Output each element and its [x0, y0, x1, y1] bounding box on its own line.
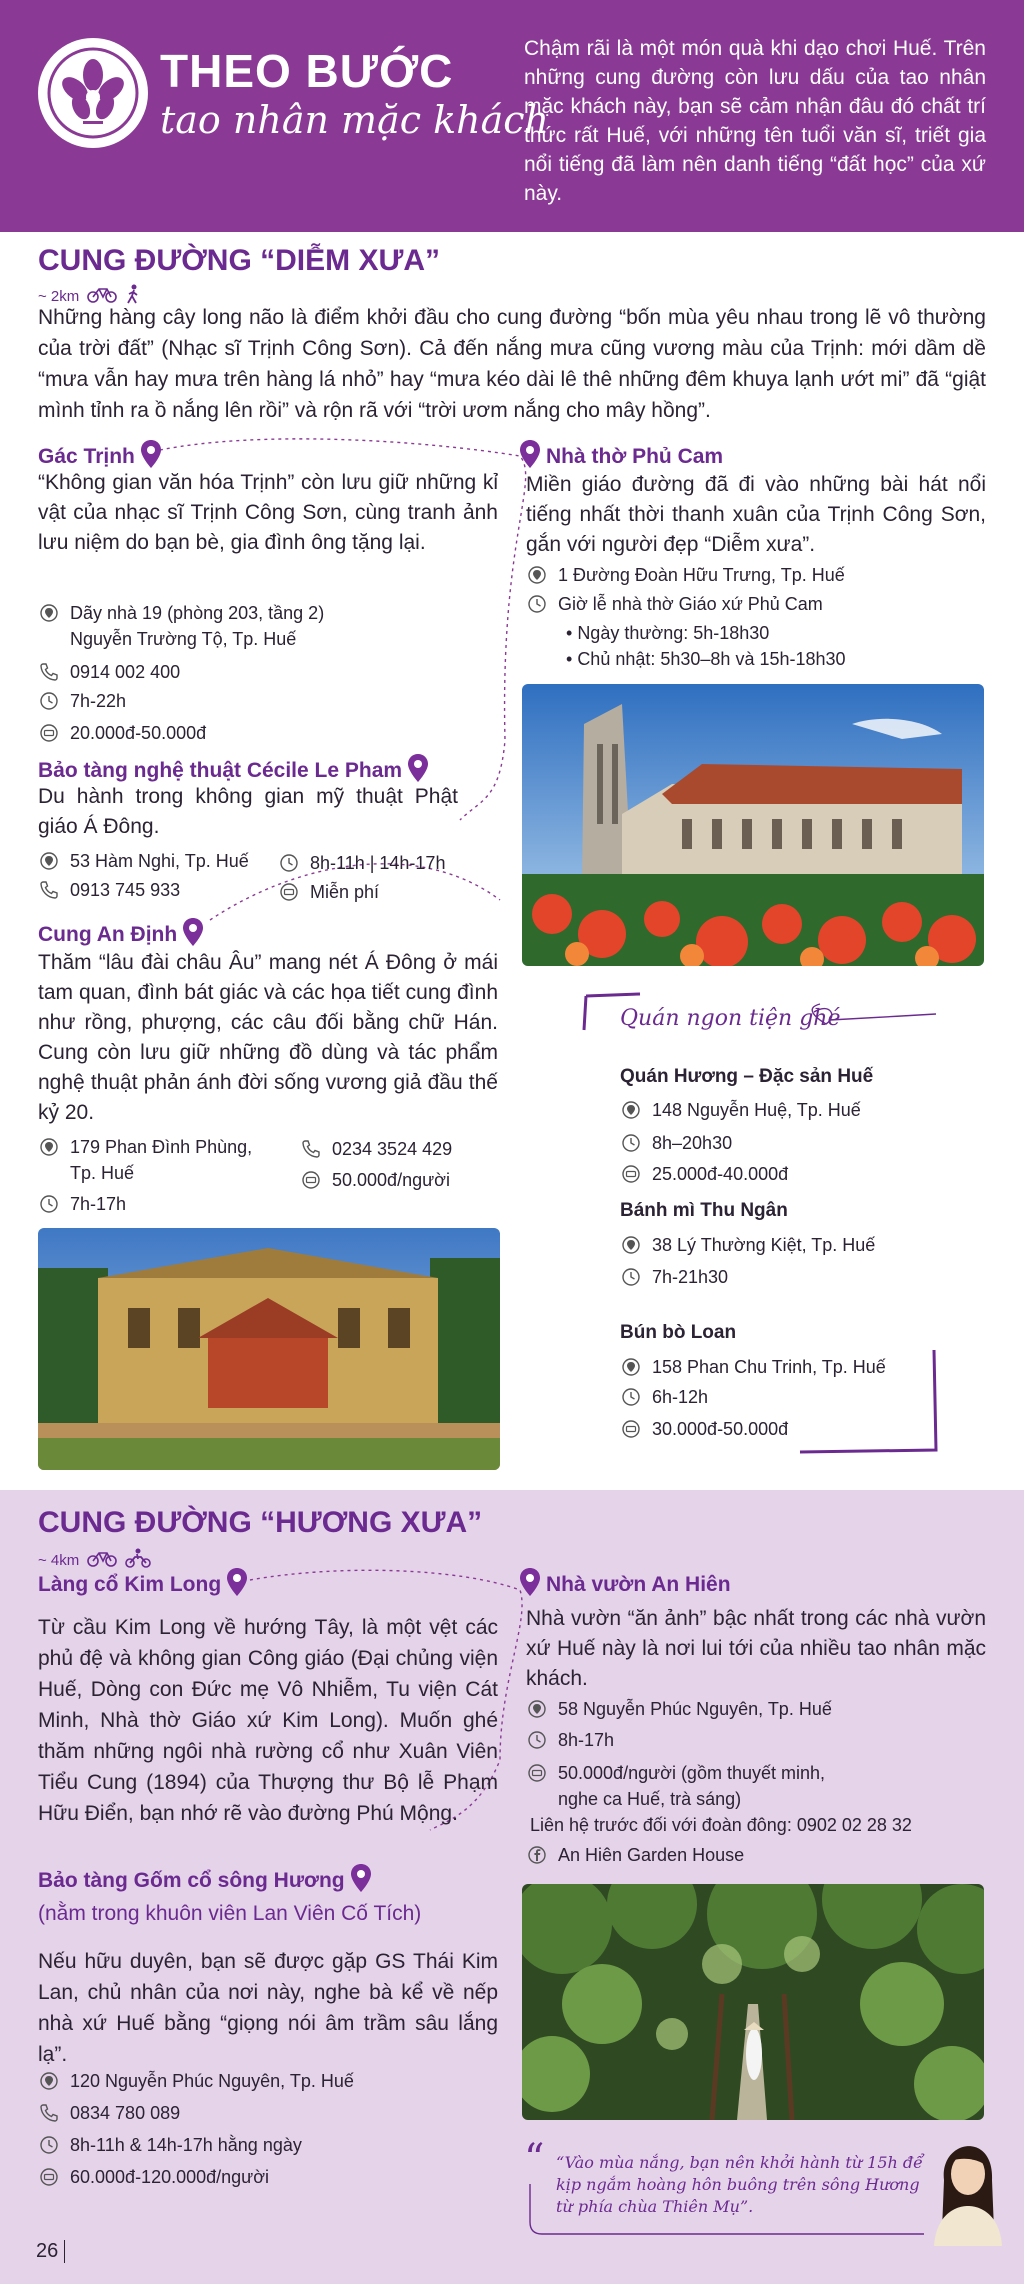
an-dinh-hours: [38, 1191, 126, 1217]
gom-address: [38, 2068, 354, 2094]
ticket-icon: [526, 1760, 548, 1786]
opening-hours: 8h-11h & 14h-17h hằng ngày: [70, 2135, 302, 2155]
opening-hours: 7h-21h30: [652, 1267, 729, 1287]
page-number: 26: [36, 2240, 65, 2263]
price: 50.000đ/người (gồm thuyết minh,: [558, 1763, 826, 1783]
cecile-price: [278, 879, 379, 905]
price: 20.000đ-50.000đ: [70, 723, 207, 743]
an-dinh-palace-photo: [38, 1228, 500, 1470]
gom-price: [38, 2164, 269, 2190]
food-section-title: Quán ngon tiện ghé: [620, 1006, 841, 1031]
gom-phone: [38, 2100, 180, 2126]
gac-trinh-phone: [38, 659, 180, 685]
cecile-hours: [278, 850, 445, 876]
lotus-logo: [38, 38, 148, 148]
place-name: Nhà thờ Phủ Cam: [546, 445, 724, 468]
phu-cam-church-photo: [522, 684, 984, 966]
phone-number: 0834 780 089: [70, 2103, 181, 2123]
gac-trinh-desc: “Không gian văn hóa Trịnh” còn lưu giữ những kỉ vật của nhạc sĩ Trịnh Công Sơn, cùng tranh ảnh lưu niệm do bạn bè, gia đình ông tặng lại.: [38, 471, 498, 554]
mass-schedule-label: Giờ lễ nhà thờ Giáo xứ Phủ Cam: [558, 594, 823, 614]
map-pin-icon: [351, 1864, 371, 1898]
opening-hours: 8h–20h30: [652, 1133, 733, 1153]
gac-trinh-address: [38, 600, 498, 652]
location-icon: [526, 1696, 548, 1722]
food-item-name: Bún bò Loan: [620, 1322, 737, 1343]
an-hien-garden-photo: [522, 1884, 984, 2120]
location-icon: [38, 848, 60, 874]
opening-hours: 7h-17h: [70, 1194, 127, 1214]
clock-icon: [526, 1727, 548, 1753]
price: 50.000đ/người: [332, 1170, 450, 1190]
an-dinh-phone: [300, 1136, 452, 1162]
gac-trinh-price: [38, 720, 206, 746]
location-icon: [620, 1097, 642, 1123]
ticket-icon: [38, 2164, 60, 2190]
map-pin-icon: [183, 918, 203, 952]
facebook-icon: [526, 1842, 548, 1868]
address-line: Dãy nhà 19 (phòng 203, tầng 2): [70, 603, 325, 623]
location-icon: [620, 1232, 642, 1258]
address-line: 58 Nguyễn Phúc Nguyên, Tp. Huế: [558, 1699, 832, 1719]
price-note: nghe ca Huế, trà sáng): [558, 1789, 742, 1809]
kim-long-desc: Từ cầu Kim Long về hướng Tây, là một vệt các phủ đệ và không gian Công giáo (Đại chủng viện Huế, Dòng con Đức mẹ Vô Nhiễm, Tu viện Cát Minh, Nhà thờ Giáo xứ Kim Long). Muốn ghé thăm những ngôi nhà rường cổ như Xuân Viên Tiểu Cung (1894) của Thượng thư Bộ lễ Phạm Hữu Điển, bạn nhớ rẽ vào đường Phú Mộng.: [38, 1616, 498, 1825]
phone-number: 0914 002 400: [70, 662, 181, 682]
an-hien-address: [526, 1696, 832, 1722]
ticket-icon: [38, 720, 60, 746]
phone-number: 0913 745 933: [70, 880, 181, 900]
quote-text: “Vào mùa nắng, bạn nên khởi hành từ 15h để kịp ngắm hoàng hôn buông trên sông Hương từ phía chùa Thiên Mụ”.: [556, 2153, 923, 2216]
an-hien-desc: Nhà vườn “ăn ảnh” bậc nhất trong các nhà vườn xứ Huế này là nơi lui tới của nhiều tao nhân mặc khách.: [526, 1607, 986, 1690]
page-subtitle: tao nhân mặc khách: [160, 98, 549, 142]
location-icon: [38, 1134, 60, 1160]
address-line: 148 Nguyễn Huệ, Tp. Huế: [652, 1100, 861, 1120]
address-line: 158 Phan Chu Trinh, Tp. Huế: [652, 1357, 886, 1377]
gom-hours: [38, 2132, 302, 2158]
address-line: Tp. Huế: [70, 1163, 135, 1183]
place-gom-museum: [38, 1864, 371, 1898]
place-name: Bảo tàng Gốm cổ sông Hương: [38, 1869, 345, 1892]
mass-weekday-text: Ngày thường: 5h-18h30: [577, 623, 770, 643]
food-item-name: Quán Hương – Đặc sản Huế: [620, 1066, 874, 1087]
route2-title: CUNG ĐƯỜNG “HƯƠNG XƯA”: [38, 1506, 483, 1539]
location-icon: [38, 2068, 60, 2094]
distance-label: ~ 2km: [38, 287, 80, 305]
clock-icon: [620, 1384, 642, 1410]
an-dinh-address: [38, 1134, 252, 1186]
opening-hours: 8h-17h: [558, 1730, 615, 1750]
phone-icon: [300, 1136, 322, 1162]
address-line: 38 Lý Thường Kiệt, Tp. Huế: [652, 1235, 876, 1255]
address-line: 53 Hàm Nghi, Tp. Huế: [70, 851, 249, 871]
route1-intro: Những hàng cây long não là điểm khởi đầu cho cung đường “bốn mùa yêu nhau trong lẽ vô thường của trời đất” (Nhạc sĩ Trịnh Công Sơn). Cả đến nắng mưa cũng vương màu của Trịnh: mới dầm dề “mưa vẫn hay mưa trên hàng lá nhỏ” hay “mưa kéo dài lê thê những đêm khuya lạnh ướt mi” đã “giật mình tỉnh ra ồ nắng lên rồi” và rộn rã với “trời ươm nắng cho mây hồng”.: [38, 306, 986, 422]
gom-desc: Nếu hữu duyên, bạn sẽ được gặp GS Thái Kim Lan, chủ nhân của nơi này, nghe bà kể về nếp nhà xứ Huế bằng “giọng nói âm trầm sâu lắng lạ”.: [38, 1950, 498, 2066]
opening-hours: 7h-22h: [70, 691, 127, 711]
location-icon: [526, 562, 548, 588]
address-line: 1 Đường Đoàn Hữu Trưng, Tp. Huế: [558, 565, 845, 585]
mass-weekday: • Ngày thường: 5h-18h30: [566, 623, 770, 643]
clock-icon: [278, 850, 300, 876]
place-name: Bảo tàng nghệ thuật Cécile Le Pham: [38, 759, 403, 782]
phu-cam-mass: [526, 591, 823, 617]
cecile-address: [38, 848, 249, 874]
phone-icon: [38, 877, 60, 903]
an-hien-price: [526, 1760, 825, 1812]
clock-icon: [526, 591, 548, 617]
facebook-page-name: An Hiên Garden House: [558, 1845, 745, 1865]
clock-icon: [38, 688, 60, 714]
map-pin-icon: [520, 440, 540, 474]
location-icon: [38, 600, 60, 626]
food-item-address: [620, 1097, 861, 1123]
svg-text:“: “: [524, 2140, 545, 2182]
an-dinh-price: [300, 1167, 450, 1193]
cecile-desc: Du hành trong không gian mỹ thuật Phật giáo Á Đông.: [38, 785, 458, 838]
phu-cam-address: [526, 562, 845, 588]
address-line: 120 Nguyễn Phúc Nguyên, Tp. Huế: [70, 2071, 354, 2091]
guide-avatar: [924, 2120, 1010, 2246]
cecile-phone: [38, 877, 180, 903]
price: 60.000đ-120.000đ/người: [70, 2167, 270, 2187]
an-hien-hours: [526, 1727, 614, 1753]
page-header: [0, 0, 1024, 232]
clock-icon: [620, 1130, 642, 1156]
place-name: Cung An Định: [38, 923, 178, 946]
location-icon: [620, 1354, 642, 1380]
an-dinh-desc: Thăm “lâu đài châu Âu” mang nét Á Đông ở mái tam quan, đình bát giác và các họa tiết cung đình như rồng, phượng, các câu đối bằng chữ Hán. Cung còn lưu giữ những đồ dùng và tác phẩm nghệ thuật phản ánh đời sống vương giả đầu thế kỷ 20.: [38, 951, 498, 1124]
food-item-address: [620, 1354, 886, 1380]
food-item-price: [620, 1161, 788, 1187]
place-name: Làng cổ Kim Long: [38, 1573, 222, 1596]
header-intro: Chậm rãi là một món quà khi dạo chơi Huế. Trên những cung đường còn lưu dấu của tao nhân mặc khách này, bạn sẽ cảm nhận đâu đó chất trí thức rất Huế, với những tên tuổi văn sĩ, triết gia nổi tiếng đã làm nên danh tiếng “đất học” của xứ này.: [524, 37, 986, 205]
price: Miễn phí: [310, 882, 380, 902]
distance-label: ~ 4km: [38, 1551, 80, 1569]
clock-icon: [620, 1264, 642, 1290]
page-title: THEO BƯỚC: [160, 45, 454, 97]
phu-cam-desc: Miền giáo đường đã đi vào những bài hát nổi tiếng nhất thời thanh xuân của Trịnh Công Sơn, gắn với người đẹp “Diễm xưa”.: [526, 473, 986, 556]
phone-icon: [38, 659, 60, 685]
ticket-icon: [620, 1416, 642, 1442]
address-line: 179 Phan Đình Phùng,: [70, 1137, 253, 1157]
address-line: Nguyễn Trường Tộ, Tp. Huế: [70, 629, 297, 649]
route1-title: CUNG ĐƯỜNG “DIỄM XƯA”: [38, 244, 441, 277]
ticket-icon: [300, 1167, 322, 1193]
food-item-hours: [620, 1384, 708, 1410]
place-cung-an-dinh: [38, 918, 203, 952]
food-item-name: Bánh mì Thu Ngân: [620, 1200, 788, 1221]
place-name: Gác Trịnh: [38, 445, 135, 468]
mass-sunday: • Chủ nhật: 5h30–8h và 15h-18h30: [566, 649, 846, 669]
ticket-icon: [620, 1161, 642, 1187]
place-an-hien: [520, 1568, 731, 1602]
ticket-icon: [278, 879, 300, 905]
food-item-price: [620, 1416, 788, 1442]
place-name: Nhà vườn An Hiên: [546, 1573, 731, 1596]
food-item-hours: [620, 1264, 728, 1290]
food-item-address: [620, 1232, 875, 1258]
map-pin-icon: [227, 1568, 247, 1602]
an-hien-facebook[interactable]: [526, 1842, 744, 1868]
mass-sunday-text: Chủ nhật: 5h30–8h và 15h-18h30: [577, 649, 846, 669]
price: 25.000đ-40.000đ: [652, 1164, 789, 1184]
opening-hours: 8h-11h | 14h-17h: [310, 853, 446, 873]
place-kim-long: [38, 1568, 247, 1602]
phone-icon: [38, 2100, 60, 2126]
food-item-hours: [620, 1130, 732, 1156]
clock-icon: [38, 1191, 60, 1217]
opening-hours: 6h-12h: [652, 1387, 709, 1407]
an-hien-contact: Liên hệ trước đối với đoàn đông: 0902 02 28 32: [530, 1815, 912, 1835]
place-phu-cam: [520, 440, 723, 474]
gac-trinh-hours: [38, 688, 126, 714]
gom-museum-location: (nằm trong khuôn viên Lan Viên Cố Tích): [38, 1902, 422, 1925]
phone-number: 0234 3524 429: [332, 1139, 453, 1159]
price: 30.000đ-50.000đ: [652, 1419, 789, 1439]
map-pin-icon: [520, 1568, 540, 1602]
clock-icon: [38, 2132, 60, 2158]
